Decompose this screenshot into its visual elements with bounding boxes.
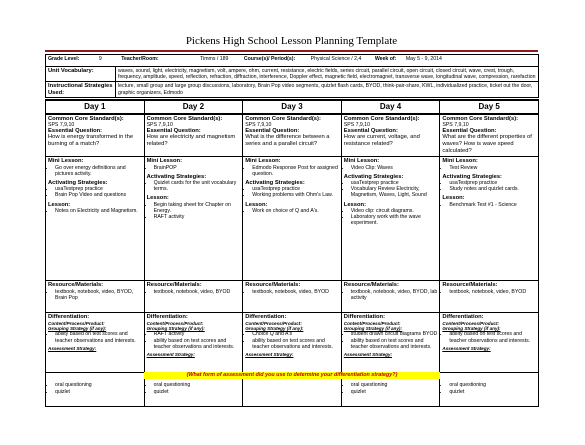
day-header: Day 1 — [46, 100, 145, 114]
list-item: • ability based on test scores and teacher observations and interests. — [449, 331, 536, 343]
day-header: Day 4 — [341, 100, 440, 114]
resources-list — [344, 289, 438, 301]
list-item: • ability based on test scores and teacher observations and interests. — [154, 338, 241, 350]
assessment-label: Assessment Strategy: — [48, 345, 97, 351]
list-item: • textbook, notebook, video, BYOD, lab activity — [351, 289, 438, 301]
list-item: • Go over energy definitions and pictures activity. — [55, 165, 142, 177]
day-header: Day 2 — [144, 100, 243, 114]
activating-label: Activating Strategies: — [245, 180, 305, 187]
list-item: • Work on choice of Q and A's. — [252, 208, 339, 214]
grouping-label: Grouping Strategy (if any): — [146, 326, 205, 332]
teacher-label: Teacher/Room: — [121, 56, 159, 62]
content-label: Content/Process/Product: — [146, 320, 204, 326]
question-label: Essential Question: — [245, 128, 300, 135]
lesson-cell — [341, 157, 440, 281]
list-item: • ability based on test scores and teacher observations and interests. — [55, 331, 142, 343]
list-item: • quizlet — [154, 389, 241, 395]
list-item: • textbook, notebook, video, BYOD — [449, 289, 536, 295]
differentiation-cell — [144, 313, 243, 373]
mini-lesson-list — [48, 165, 142, 177]
lesson-label: Lesson: — [442, 195, 465, 202]
differentiation-label: Differentiation: — [48, 314, 90, 321]
resources-label: Resource/Materials: — [146, 282, 202, 289]
vocab-label: Unit Vocabulary: — [46, 67, 116, 82]
list-item: • Brain Pop Video and questions — [55, 192, 142, 198]
week-label: Week of: — [374, 56, 397, 62]
list-item: • student drawn circuit diagrams BYOD — [351, 331, 438, 337]
differentiation-label: Differentiation: — [146, 314, 188, 321]
vocab-value: waves, sound, light, electricity, magnetism, volt, ampere, ohm, current, resistance, electric fields, series circuit, parallel circuit, open circuit, closed circuit, wave, crest, trough, frequency, amplitude, speed, reflection, refraction, diffraction, interference, Doppler effect, magnetic field, electromagnet, transverse wave, longitudinal wave, compression, rarefaction — [116, 67, 539, 82]
lesson-list — [344, 208, 438, 227]
assessment-list — [344, 382, 438, 394]
standards-row — [46, 114, 539, 157]
activating-list — [48, 186, 142, 198]
differentiation-cell — [440, 313, 539, 373]
assessment-label: Assessment Strategy: — [343, 352, 393, 358]
resources-cell — [243, 281, 342, 313]
course-value: Physical Science / 2,4 — [310, 56, 362, 62]
day-header: Day 3 — [243, 100, 342, 114]
activating-label: Activating Strategies: — [343, 173, 404, 180]
grouping-list — [147, 331, 241, 350]
activating-label: Activating Strategies: — [442, 173, 502, 180]
question-label: Essential Question: — [48, 128, 103, 135]
activating-label: Activating Strategies: — [146, 173, 207, 180]
standards-cell — [144, 114, 243, 157]
resources-cell — [341, 281, 440, 313]
lesson-label: Lesson: — [343, 201, 367, 208]
mini-lesson-label: Mini Lesson: — [48, 158, 84, 165]
standards-cell — [46, 114, 145, 157]
grouping-label: Grouping Strategy (if any): — [48, 326, 107, 332]
differentiation-label: Differentiation: — [442, 314, 484, 321]
differentiation-cell — [243, 313, 342, 373]
differentiation-cell — [46, 313, 145, 373]
list-item: • Notes on Electricity and Magnetism. — [55, 208, 142, 214]
resources-cell — [440, 281, 539, 313]
content-label: Content/Process/Product: — [343, 320, 401, 326]
list-item: • ability based on test scores and teacher observations and interests. — [351, 338, 438, 350]
resources-row — [46, 281, 539, 313]
list-item: • Test Review — [449, 165, 536, 171]
strategies-value: lecture, small group and large group discussions, laboratory, Brain Pop video segments, quizlet flash cards, BYOD, think-pair-share, KWL, individualized practice, ticket out the door, graphic organizers, Edmodo — [116, 82, 539, 97]
list-item: • Video Clip: Waves — [351, 165, 438, 171]
list-item: • Benchmark Test #1 - Science — [449, 202, 536, 208]
question-label: Essential Question: — [343, 128, 398, 135]
standards-cell — [243, 114, 342, 157]
resources-label: Resource/Materials: — [48, 282, 104, 289]
content-label: Content/Process/Product: — [245, 320, 302, 326]
list-item: • RAFT activity — [154, 331, 241, 337]
list-item: • oral questioning — [154, 382, 241, 388]
essential-question: How are electricity and magnetism related? — [146, 134, 236, 148]
standards-label: Common Core Standard(s): — [146, 115, 223, 122]
list-item: • textbook, notebook, video, BYOD — [252, 289, 339, 295]
assessment-list — [48, 382, 142, 394]
lesson-label: Lesson: — [146, 195, 169, 202]
resources-list — [147, 289, 241, 295]
assessment-label: Assessment Strategy: — [245, 352, 294, 358]
day-header: Day 5 — [440, 100, 539, 114]
differentiation-label: Differentiation: — [343, 314, 386, 321]
lesson-list — [147, 202, 241, 221]
lesson-cell — [46, 157, 145, 281]
list-item: • textbook, notebook, video, BYOD — [154, 289, 241, 295]
lesson-label: Lesson: — [245, 201, 268, 208]
list-item: • usaTestprep practice — [55, 186, 142, 192]
standards-value: SPS 7,9,10 — [442, 122, 469, 129]
resources-list — [48, 289, 142, 301]
resources-label: Resource/Materials: — [343, 282, 399, 289]
resources-list — [245, 289, 339, 295]
assessment-cell — [46, 373, 145, 407]
assessment-list — [147, 382, 241, 394]
list-item: • Working problems with Ohm's Law. — [252, 192, 339, 198]
resources-cell — [46, 281, 145, 313]
activating-label: Activating Strategies: — [48, 180, 108, 187]
standards-cell — [341, 114, 440, 157]
mini-lesson-label: Mini Lesson: — [146, 158, 183, 165]
question-label: Essential Question: — [442, 128, 497, 135]
standards-label: Common Core Standard(s): — [245, 115, 321, 122]
lesson-list — [442, 202, 536, 208]
list-item: • textbook, notebook, video, BYOD, Brain Pop — [55, 289, 142, 301]
lesson-plan-page — [45, 33, 538, 407]
lesson-label: Lesson: — [48, 201, 71, 208]
list-item: • ability based on test scores and teacher observations and interests. — [252, 338, 339, 350]
grouping-label: Grouping Strategy (if any): — [442, 326, 501, 332]
list-item: • Begin taking sheet for Chapter on Energy. — [154, 202, 241, 214]
resources-label: Resource/Materials: — [245, 282, 301, 289]
list-item: • Study notes and quizlet cards. — [449, 186, 536, 192]
essential-question: What are the different properties of waves? How is wave speed calculated? — [442, 134, 532, 155]
content-label: Content/Process/Product: — [442, 320, 500, 326]
essential-question: What is the difference between a series and a parallel circuit? — [245, 134, 330, 148]
assessment-list — [442, 382, 536, 394]
standards-label: Common Core Standard(s): — [343, 115, 420, 122]
standards-value: SPS 7,9,10 — [245, 122, 272, 129]
content-label: Content/Process/Product: — [48, 320, 105, 326]
lesson-cell — [243, 157, 342, 281]
grouping-list — [245, 331, 339, 350]
list-item: • Choice Q and A's — [252, 331, 339, 337]
assessment-label: Assessment Strategy: — [146, 352, 195, 358]
course-label: Course(s)/ Period(s): — [243, 56, 296, 62]
header-row-grade — [46, 55, 539, 67]
list-item: • Video clip: circuit diagrams. — [351, 208, 438, 214]
activating-list — [344, 180, 438, 199]
day-header-row — [46, 100, 539, 114]
grade-value: 9 — [98, 56, 102, 62]
list-item: • usaTestprep practice — [449, 180, 536, 186]
title-rule — [45, 50, 538, 52]
activating-list — [245, 186, 339, 198]
days-table — [45, 99, 539, 408]
standards-value: SPS 7,9,10 — [48, 122, 75, 129]
lesson-row — [46, 157, 539, 281]
resources-list — [442, 289, 536, 295]
mini-lesson-label: Mini Lesson: — [442, 158, 478, 165]
differentiation-cell — [341, 313, 440, 373]
mini-lesson-label: Mini Lesson: — [245, 158, 281, 165]
standards-value: SPS 7,9,10 — [146, 122, 173, 129]
assessment-prompt: (What form of assessment did you use to determine your differentiation strategy?) — [144, 372, 440, 379]
document-title: Pickens High School Lesson Planning Template — [185, 35, 398, 47]
mini-lesson-label: Mini Lesson: — [343, 158, 380, 165]
list-item: • quizlet — [449, 389, 536, 395]
resources-label: Resource/Materials: — [442, 282, 498, 289]
lesson-list — [48, 208, 142, 214]
grade-label: Grade Level: — [48, 56, 80, 62]
question-label: Essential Question: — [146, 128, 201, 135]
standards-value: SPS 7,9,10 — [343, 122, 371, 129]
assessment-label: Assessment Strategy: — [442, 345, 491, 351]
grouping-label: Grouping Strategy (if any): — [245, 326, 304, 332]
assessment-cell — [440, 373, 539, 407]
strategies-label: Instructional Strategies Used: — [46, 82, 116, 97]
header-row-strategies — [46, 82, 539, 97]
standards-label: Common Core Standard(s): — [48, 115, 124, 122]
standards-cell — [440, 114, 539, 157]
differentiation-row — [46, 313, 539, 373]
resources-cell — [144, 281, 243, 313]
list-item: • oral questioning — [449, 382, 536, 388]
list-item: • quizlet — [351, 389, 438, 395]
activating-list — [147, 180, 241, 192]
list-item: • BrainPOP — [154, 165, 241, 171]
list-item: • usaTestprep practice — [351, 180, 438, 186]
list-item: • oral questioning — [351, 382, 438, 388]
header-table — [45, 54, 539, 98]
activating-list — [442, 180, 536, 192]
lesson-cell — [440, 157, 539, 281]
list-item: • Vocabulary Review Electricity, Magnetism, Waves, Light, Sound — [351, 186, 438, 198]
grouping-list — [442, 331, 536, 343]
standards-label: Common Core Standard(s): — [442, 115, 519, 122]
list-item: • usaTestprep practice — [252, 186, 339, 192]
lesson-cell — [144, 157, 243, 281]
list-item: • RAFT activity — [154, 214, 241, 220]
header-row-vocab — [46, 67, 539, 82]
list-item: • Edmodo Response Post for assigned question. — [252, 165, 339, 177]
differentiation-label: Differentiation: — [245, 314, 287, 321]
essential-question: How is energy transformed in the burning of a match? — [48, 134, 134, 148]
grouping-label: Grouping Strategy (if any): — [343, 326, 402, 332]
grouping-list — [48, 331, 142, 343]
list-item: • oral questioning — [55, 382, 142, 388]
list-item: • Quizlet cards for the unit vocabulary terms. — [154, 180, 241, 192]
mini-lesson-list — [245, 165, 339, 177]
grouping-list — [344, 331, 438, 350]
essential-question: How are current, voltage, and resistance related? — [343, 134, 420, 148]
list-item: • Laboratory work with the wave experiment. — [351, 214, 438, 226]
lesson-list — [245, 208, 339, 214]
list-item: • quizlet — [55, 389, 142, 395]
week-value: May 5 - 9, 2014 — [405, 56, 442, 62]
teacher-value: Timms / 189 — [200, 56, 229, 62]
